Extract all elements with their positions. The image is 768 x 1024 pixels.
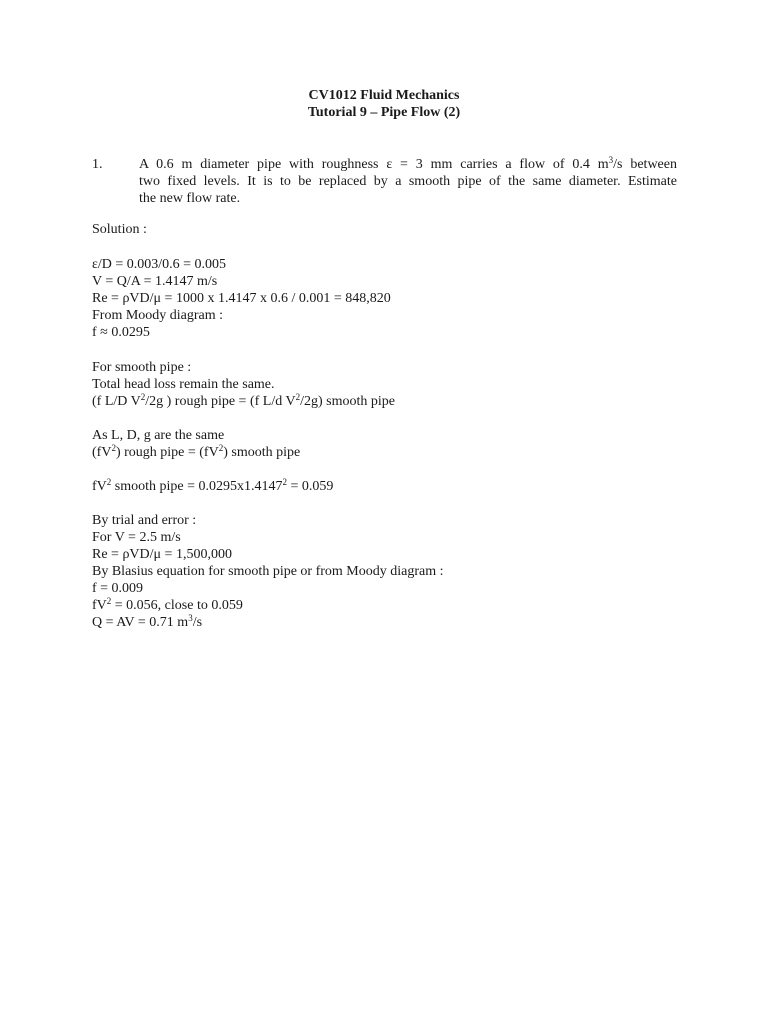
course-title: CV1012 Fluid Mechanics bbox=[308, 88, 460, 103]
trial-reynolds-line: Re = ρVD/μ = 1,500,000 bbox=[92, 547, 232, 562]
question-line-2: two fixed levels. It is to be replaced by a smooth pipe of the same diameter. Estimate bbox=[139, 174, 677, 189]
question-number: 1. bbox=[92, 157, 103, 172]
flow-rate-result-line: Q = AV = 0.71 $m^3/s$ bbox=[92, 613, 203, 630]
moody-diagram-line: From Moody diagram : bbox=[92, 308, 224, 323]
trial-fv2-line: $fV^2 = 0.056$, close to 0.059 bbox=[92, 596, 243, 613]
question-line-3: the new flow rate. bbox=[139, 191, 241, 206]
question-text bbox=[139, 156, 677, 207]
trial-friction-line: f = 0.009 bbox=[92, 581, 144, 596]
solution-heading: Solution : bbox=[92, 222, 147, 237]
head-loss-equation: (f L/D $V^2/2g$ ) rough pipe = (f L/d $V^2/2g$) smooth pipe bbox=[92, 392, 395, 409]
trial-error-heading: By trial and error : bbox=[92, 513, 197, 528]
velocity-line: V = Q/A = 1.4147 m/s bbox=[92, 274, 218, 289]
trial-velocity-line: For V = 2.5 m/s bbox=[92, 530, 181, 545]
same-parameters-line: As L, D, g are the same bbox=[92, 428, 225, 443]
reynolds-line: Re = ρVD/μ = 1000 x 1.4147 x 0.6 / 0.001 = 848,820 bbox=[92, 291, 391, 306]
fv2-value-equation: $fV^2$ smooth pipe = $0.0295x1.4147^2 = 0.059$ bbox=[92, 477, 334, 494]
smooth-pipe-heading: For smooth pipe : bbox=[92, 360, 192, 375]
tutorial-title: Tutorial 9 – Pipe Flow (2) bbox=[307, 105, 461, 120]
question-line-1: A 0.6 m diameter pipe with roughness ε = 3 mm carries a flow of 0.4 $m^3/s$ between bbox=[139, 155, 677, 172]
fv2-equality-equation: $(fV^2)$ rough pipe = $(fV^2)$ smooth pipe bbox=[92, 443, 301, 460]
friction-factor-line: f ≈ 0.0295 bbox=[92, 325, 150, 340]
blasius-line: By Blasius equation for smooth pipe or from Moody diagram : bbox=[92, 564, 444, 579]
relative-roughness-line: ε/D = 0.003/0.6 = 0.005 bbox=[92, 257, 227, 272]
head-loss-line: Total head loss remain the same. bbox=[92, 377, 275, 392]
